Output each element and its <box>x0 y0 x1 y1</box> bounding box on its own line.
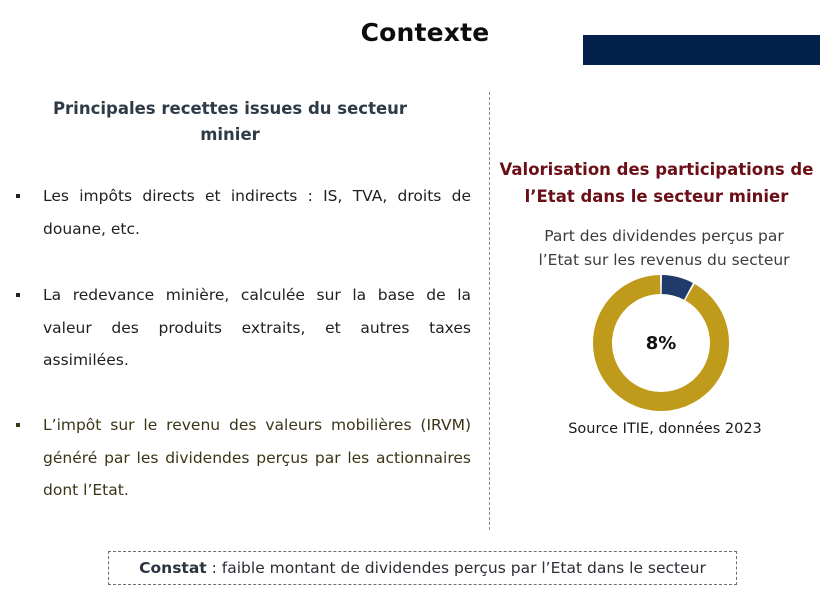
chart-subtitle-line2: l’Etat sur les revenus du secteur <box>538 251 790 269</box>
right-section-heading <box>493 156 820 210</box>
bullet-item <box>16 279 471 377</box>
brand-bar <box>583 35 820 65</box>
chart-source: Source ITIE, données 2023 <box>568 421 762 437</box>
page-title: Contexte <box>360 18 490 47</box>
bullet-item <box>16 180 471 245</box>
left-heading-line1: Principales recettes issues du secteur <box>52 99 408 118</box>
chart-subtitle <box>505 224 820 272</box>
right-heading-line2: l’Etat dans le secteur minier <box>524 187 789 206</box>
left-section-heading <box>40 96 420 148</box>
bullet-square-icon <box>16 293 20 297</box>
bullet-square-icon <box>16 194 20 198</box>
bullet-square-icon <box>16 423 20 427</box>
bullet-text: L’impôt sur le revenu des valeurs mobilières (IRVM) généré par les dividendes perçus par les actionnaires dont l’Etat. <box>43 416 471 499</box>
right-heading-line1: Valorisation des participations de <box>499 160 814 179</box>
constat-label: Constat <box>139 559 207 577</box>
constat-box <box>108 551 737 585</box>
bullet-item <box>16 409 471 507</box>
bullet-text: Les impôts directs et indirects : IS, TVA, droits de douane, etc. <box>43 187 471 238</box>
donut-center-label: 8% <box>645 332 677 354</box>
left-heading-line2: minier <box>200 125 260 144</box>
constat-text: : faible montant de dividendes perçus par l’Etat dans le secteur <box>206 559 706 577</box>
vertical-divider <box>489 92 490 530</box>
chart-subtitle-line1: Part des dividendes perçus par <box>544 227 784 245</box>
bullet-text: La redevance minière, calculée sur la base de la valeur des produits extraits, et autres taxes assimilées. <box>43 286 471 369</box>
